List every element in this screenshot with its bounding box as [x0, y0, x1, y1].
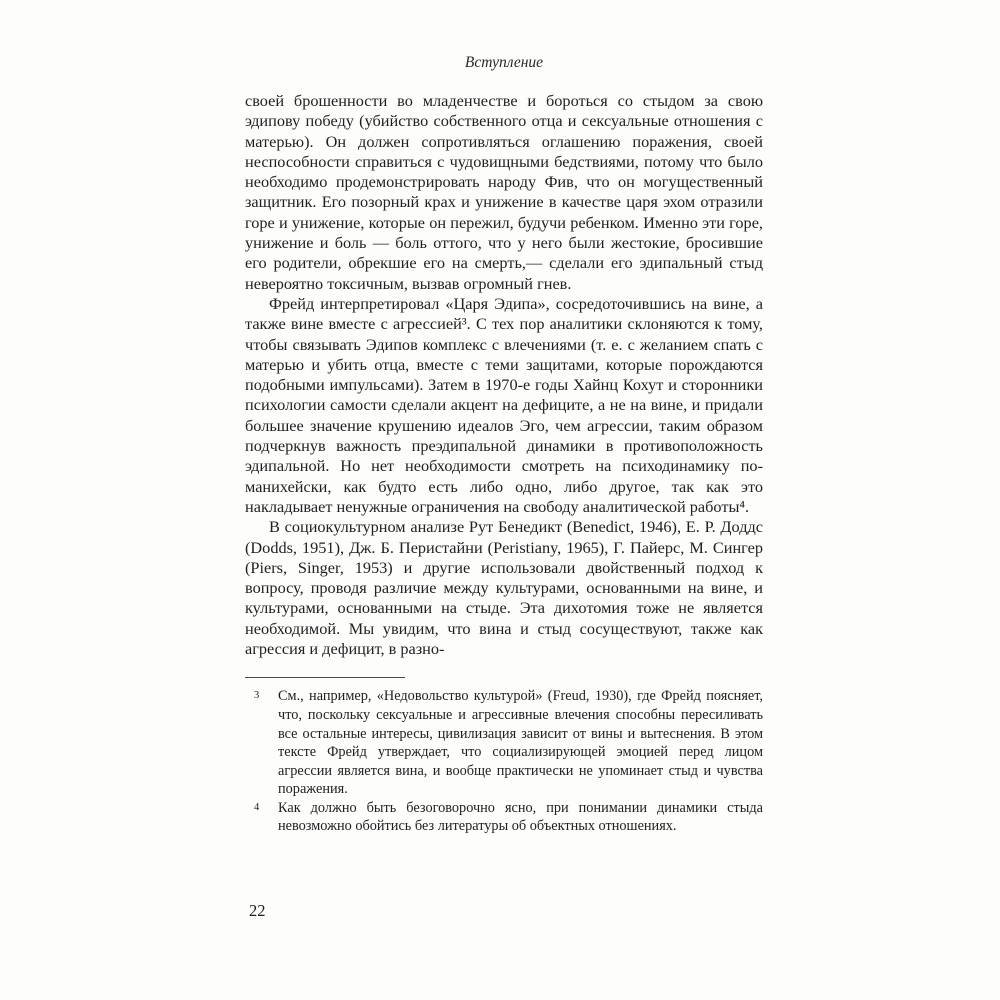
page-number: 22: [249, 901, 266, 920]
text-block: [245, 54, 763, 836]
footnote-4: [245, 799, 763, 836]
body-paragraph-1: своей брошенности во младенчестве и бороться со стыдом за свою эдипову победу (убийство собственного отца и сексуальные отношения с матерью). Он должен сопротивляться оглашению поражения, своей неспособности справиться с чудовищными бедствиями, потому что было необходимо продемонстрировать народу Фив, что он могущественный защитник. Его позорный крах и унижение в качестве царя эхом отразили горе и унижение, которые он пережил, будучи ребенком. Именно эти горе, унижение и боль — боль оттого, что у него были жестокие, бросившие его родители, обрекшие его на смерть,— сделали его эдипальный стыд невероятно токсичным, вызвав огромный гнев.: [245, 91, 763, 293]
footnote-3: [245, 687, 763, 799]
footnote-3-marker: 3: [254, 690, 260, 702]
body-paragraph-2: Фрейд интерпретировал «Царя Эдипа», сосредоточившись на вине, а также вине вместе с агрессией³. С тех пор аналитики склоняются к тому, чтобы связывать Эдипов комплекс с влечениями (т. е. с желанием спать с матерью и убить отца, вместе с теми защитами, которые порождаются подобными импульсами). Затем в 1970-е годы Хайнц Кохут и сторонники психологии самости сделали акцент на дефиците, а не на вине, и придали большее значение крушению идеалов Эго, чем агрессии, таким образом подчеркнув важность преэдипальной динамики в противоположность эдипальной. Но нет необходимости смотреть на психодинамику по-манихейски, как будто есть либо одно, либо другое, так как это накладывает ненужные ограничения на свободу аналитической работы⁴.: [245, 293, 763, 516]
running-head: Вступление: [464, 54, 544, 71]
footnote-4-marker: 4: [254, 801, 260, 813]
footnote-separator: [245, 677, 405, 678]
footnote-3-text: См., например, «Недовольство культурой» (Freud, 1930), где Фрейд поясняет, что, поскольку сексуальные и агрессивные влечения способны пересиливать все остальные интересы, цивилизация зависит от вины и вытеснения. В этом тексте Фрейд утверждает, что социализирующей эмоцией перед лицом агрессии является вина, и вообще практически не упоминает стыд и чувства поражения.: [278, 688, 763, 798]
footnote-4-text: Как должно быть безоговорочно ясно, при понимании динамики стыда невозможно обойтись без литературы об объектных отношениях.: [278, 799, 763, 835]
body-paragraph-3: В социокультурном анализе Рут Бенедикт (Benedict, 1946), Е. Р. Доддс (Dodds, 1951), Дж. Б. Перистайни (Peristiany, 1965), Г. Пайерс, М. Сингер (Piers, Singer, 1953) и другие использовали двойственный подход к вопросу, проводя различие между культурами, основанными на вине, и культурами, основанными на стыде. Эта дихотомия тоже не является необходимой. Мы увидим, что вина и стыд сосуществуют, также как агрессия и дефицит, в разно-: [245, 517, 763, 659]
